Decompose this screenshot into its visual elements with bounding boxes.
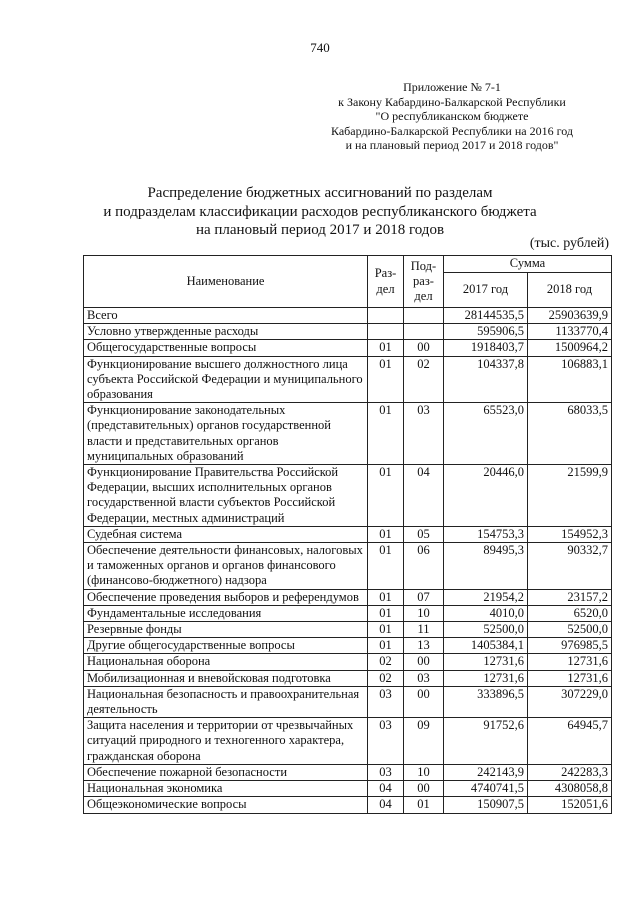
- row-amount-2017: 89495,3: [444, 543, 528, 590]
- row-section: 01: [368, 622, 404, 638]
- row-name: Резервные фонды: [84, 622, 368, 638]
- row-name: Обеспечение деятельности финансовых, налоговых и таможенных органов и органов финансового (финансово-бюджетного) надзора: [84, 543, 368, 590]
- table-row: [84, 686, 612, 717]
- row-section: 01: [368, 403, 404, 465]
- title-line: Распределение бюджетных ассигнований по разделам: [147, 185, 493, 201]
- row-section: 02: [368, 670, 404, 686]
- row-name: Условно утвержденные расходы: [84, 324, 368, 340]
- row-subsection: 06: [404, 543, 444, 590]
- table-row: [84, 718, 612, 765]
- row-subsection: 10: [404, 764, 444, 780]
- row-section: 01: [368, 340, 404, 356]
- row-subsection: 01: [404, 797, 444, 813]
- row-amount-2017: 1918403,7: [444, 340, 528, 356]
- row-amount-2018: 12731,6: [528, 670, 612, 686]
- row-subsection: 10: [404, 605, 444, 621]
- page-number: 740: [310, 40, 330, 55]
- row-name: Функционирование законодательных (представительных) органов государственной власти и представительных органов муниципальных образований: [84, 403, 368, 465]
- row-subsection: [404, 324, 444, 340]
- row-amount-2017: 595906,5: [444, 324, 528, 340]
- row-name: Обеспечение проведения выборов и референдумов: [84, 589, 368, 605]
- row-amount-2017: 154753,3: [444, 526, 528, 542]
- row-amount-2017: 104337,8: [444, 356, 528, 403]
- row-subsection: 00: [404, 781, 444, 797]
- row-amount-2018: 307229,0: [528, 686, 612, 717]
- row-amount-2017: 21954,2: [444, 589, 528, 605]
- row-section: 03: [368, 764, 404, 780]
- row-name: Всего: [84, 308, 368, 324]
- row-subsection: 11: [404, 622, 444, 638]
- appendix-line: "О республиканском бюджете: [375, 109, 529, 123]
- row-subsection: [404, 308, 444, 324]
- row-section: [368, 324, 404, 340]
- row-amount-2018: 52500,0: [528, 622, 612, 638]
- table-row: [84, 465, 612, 527]
- row-name: Функционирование Правительства Российской Федерации, высших исполнительных органов государственной власти субъектов Российской Федерации, местных администраций: [84, 465, 368, 527]
- row-subsection: 09: [404, 718, 444, 765]
- row-section: 01: [368, 543, 404, 590]
- row-amount-2017: 12731,6: [444, 654, 528, 670]
- row-subsection: 00: [404, 686, 444, 717]
- header-subsection: Под-раз-дел: [404, 256, 444, 308]
- row-amount-2018: 6520,0: [528, 605, 612, 621]
- row-amount-2018: 1500964,2: [528, 340, 612, 356]
- row-name: Защита населения и территории от чрезвычайных ситуаций природного и техногенного характера, гражданская оборона: [84, 718, 368, 765]
- row-amount-2018: 64945,7: [528, 718, 612, 765]
- row-subsection: 02: [404, 356, 444, 403]
- appendix-line: Приложение № 7-1: [403, 80, 501, 94]
- row-amount-2017: 65523,0: [444, 403, 528, 465]
- row-name: Другие общегосударственные вопросы: [84, 638, 368, 654]
- table-row: [84, 526, 612, 542]
- row-amount-2018: 21599,9: [528, 465, 612, 527]
- table-row: [84, 543, 612, 590]
- row-subsection: 04: [404, 465, 444, 527]
- table-row: [84, 670, 612, 686]
- row-section: 04: [368, 781, 404, 797]
- row-amount-2017: 150907,5: [444, 797, 528, 813]
- row-subsection: 00: [404, 654, 444, 670]
- header-section: Раз-дел: [368, 256, 404, 308]
- row-amount-2018: 154952,3: [528, 526, 612, 542]
- appendix-reference: [300, 80, 604, 153]
- header-year-2018: 2018 год: [528, 273, 612, 308]
- table-row: [84, 308, 612, 324]
- units-label: (тыс. рублей): [529, 236, 609, 251]
- row-subsection: 00: [404, 340, 444, 356]
- table-row: [84, 781, 612, 797]
- row-amount-2018: 12731,6: [528, 654, 612, 670]
- appendix-line: к Закону Кабардино-Балкарской Республики: [338, 94, 566, 109]
- row-name: Обеспечение пожарной безопасности: [84, 764, 368, 780]
- row-subsection: 03: [404, 403, 444, 465]
- row-section: 01: [368, 605, 404, 621]
- row-amount-2017: 28144535,5: [444, 308, 528, 324]
- row-amount-2017: 333896,5: [444, 686, 528, 717]
- title-line: на плановый период 2017 и 2018 годов: [195, 222, 445, 238]
- table-row: [84, 797, 612, 813]
- row-name: Функционирование высшего должностного лица субъекта Российской Федерации и муниципального образования: [84, 356, 368, 403]
- row-subsection: 05: [404, 526, 444, 542]
- title-line: и подразделам классификации расходов республиканского бюджета: [103, 203, 537, 220]
- row-amount-2017: 20446,0: [444, 465, 528, 527]
- row-name: Национальная оборона: [84, 654, 368, 670]
- row-amount-2017: 242143,9: [444, 764, 528, 780]
- row-section: 01: [368, 356, 404, 403]
- document-title: [90, 184, 550, 240]
- row-amount-2018: 68033,5: [528, 403, 612, 465]
- row-amount-2017: 91752,6: [444, 718, 528, 765]
- row-amount-2017: 12731,6: [444, 670, 528, 686]
- row-subsection: 07: [404, 589, 444, 605]
- row-section: 03: [368, 686, 404, 717]
- table-row: [84, 638, 612, 654]
- row-subsection: 03: [404, 670, 444, 686]
- row-section: [368, 308, 404, 324]
- table-row: [84, 589, 612, 605]
- row-name: Общегосударственные вопросы: [84, 340, 368, 356]
- row-amount-2017: 4010,0: [444, 605, 528, 621]
- row-name: Фундаментальные исследования: [84, 605, 368, 621]
- row-name: Общеэкономические вопросы: [84, 797, 368, 813]
- row-amount-2017: 4740741,5: [444, 781, 528, 797]
- row-section: 01: [368, 526, 404, 542]
- row-section: 04: [368, 797, 404, 813]
- row-amount-2018: 23157,2: [528, 589, 612, 605]
- row-section: 01: [368, 589, 404, 605]
- row-amount-2018: 90332,7: [528, 543, 612, 590]
- row-section: 01: [368, 638, 404, 654]
- budget-table: [83, 255, 612, 814]
- row-amount-2018: 976985,5: [528, 638, 612, 654]
- row-amount-2017: 1405384,1: [444, 638, 528, 654]
- table-row: [84, 324, 612, 340]
- table-row: [84, 764, 612, 780]
- appendix-line: и на плановый период 2017 и 2018 годов": [345, 138, 559, 152]
- row-amount-2018: 4308058,8: [528, 781, 612, 797]
- row-amount-2018: 106883,1: [528, 356, 612, 403]
- row-name: Национальная экономика: [84, 781, 368, 797]
- row-amount-2018: 1133770,4: [528, 324, 612, 340]
- row-section: 02: [368, 654, 404, 670]
- row-section: 03: [368, 718, 404, 765]
- table-row: [84, 403, 612, 465]
- row-amount-2018: 242283,3: [528, 764, 612, 780]
- row-name: Судебная система: [84, 526, 368, 542]
- header-amount: Сумма: [444, 256, 612, 273]
- row-name: Мобилизационная и вневойсковая подготовка: [84, 670, 368, 686]
- row-section: 01: [368, 465, 404, 527]
- table-row: [84, 340, 612, 356]
- appendix-line: Кабардино-Балкарской Республики на 2016 год: [331, 123, 573, 138]
- header-name: Наименование: [84, 256, 368, 308]
- row-amount-2018: 152051,6: [528, 797, 612, 813]
- row-amount-2018: 25903639,9: [528, 308, 612, 324]
- table-row: [84, 605, 612, 621]
- table-row: [84, 356, 612, 403]
- table-row: [84, 654, 612, 670]
- row-amount-2017: 52500,0: [444, 622, 528, 638]
- row-name: Национальная безопасность и правоохранительная деятельность: [84, 686, 368, 717]
- header-year-2017: 2017 год: [444, 273, 528, 308]
- table-row: [84, 622, 612, 638]
- row-subsection: 13: [404, 638, 444, 654]
